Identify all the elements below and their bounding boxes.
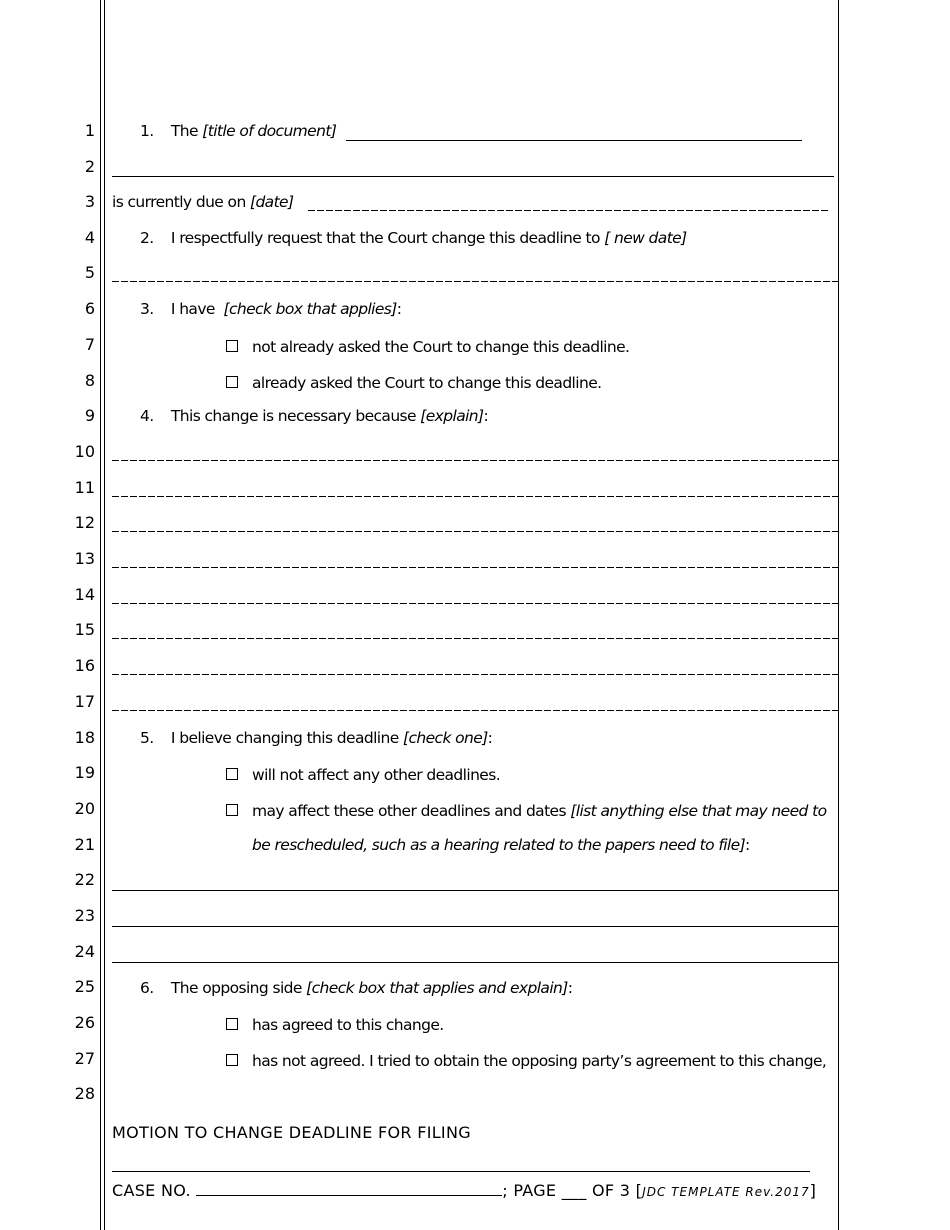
due-label: is currently due on bbox=[112, 193, 246, 211]
line-number: 16 bbox=[74, 656, 95, 675]
item-1-continued bbox=[112, 192, 293, 212]
item-6-suffix: : bbox=[567, 979, 573, 997]
item-1-number: 1. bbox=[140, 122, 154, 140]
case-number-field[interactable] bbox=[196, 1180, 502, 1196]
checkbox-has-not-agreed[interactable] bbox=[226, 1054, 238, 1066]
item-3-text: I have bbox=[170, 300, 215, 318]
item-4 bbox=[140, 406, 488, 426]
item-6-text: The opposing side bbox=[170, 979, 302, 997]
line-number: 27 bbox=[74, 1049, 95, 1068]
line-number: 19 bbox=[74, 763, 95, 782]
item-2-number: 2. bbox=[140, 229, 154, 247]
item-4-text: This change is necessary because bbox=[170, 407, 416, 425]
line-number: 12 bbox=[74, 513, 95, 532]
line-number: 13 bbox=[74, 549, 95, 568]
item-5-text: I believe changing this deadline bbox=[170, 729, 399, 747]
item-6-number: 6. bbox=[140, 979, 154, 997]
template-version: JDC TEMPLATE Rev.2017 bbox=[642, 1185, 810, 1199]
footer-case-line bbox=[112, 1180, 816, 1202]
deadlines-list-line[interactable] bbox=[112, 962, 838, 963]
item-5-number: 5. bbox=[140, 729, 154, 747]
item-4-suffix: : bbox=[483, 407, 489, 425]
deadlines-list-line[interactable] bbox=[112, 926, 838, 927]
line-number: 21 bbox=[74, 835, 95, 854]
item-4-number: 4. bbox=[140, 407, 154, 425]
line-number: 8 bbox=[84, 371, 95, 390]
option-may-affect-text: may affect these other deadlines and dates bbox=[252, 802, 566, 820]
line-number: 20 bbox=[74, 799, 95, 818]
option-not-already-asked: not already asked the Court to change this deadline. bbox=[252, 338, 630, 356]
line-number: 10 bbox=[74, 442, 95, 461]
line-number: 1 bbox=[84, 121, 95, 140]
item-6-hint: [check box that applies and explain] bbox=[306, 979, 568, 997]
due-date-field[interactable] bbox=[308, 210, 828, 211]
explain-line[interactable] bbox=[112, 674, 838, 675]
item-2-hint: [ new date] bbox=[604, 229, 687, 247]
item-2 bbox=[140, 228, 687, 248]
due-hint: [date] bbox=[250, 193, 294, 211]
item-3-hint: [check box that applies] bbox=[223, 300, 397, 318]
item-2-text: I respectfully request that the Court change this deadline to bbox=[170, 229, 600, 247]
explain-line[interactable] bbox=[112, 603, 838, 604]
line-number: 23 bbox=[74, 906, 95, 925]
line-number: 6 bbox=[84, 299, 95, 318]
option-no-other-deadlines: will not affect any other deadlines. bbox=[252, 766, 501, 784]
item-5-suffix: : bbox=[487, 729, 493, 747]
item-3 bbox=[140, 299, 401, 319]
line-number: 11 bbox=[74, 478, 95, 497]
line-number: 25 bbox=[74, 977, 95, 996]
explain-line[interactable] bbox=[112, 567, 838, 568]
option-has-agreed: has agreed to this change. bbox=[252, 1016, 444, 1034]
line-number: 26 bbox=[74, 1013, 95, 1032]
line-number: 28 bbox=[74, 1084, 95, 1103]
case-number-label: CASE NO. bbox=[112, 1181, 191, 1200]
new-date-field[interactable] bbox=[112, 281, 838, 282]
item-5 bbox=[140, 728, 492, 748]
deadlines-list-line[interactable] bbox=[112, 890, 838, 891]
item-1-hint: [title of document] bbox=[202, 122, 337, 140]
item-6 bbox=[140, 978, 572, 998]
line-number: 4 bbox=[84, 228, 95, 247]
option-may-affect-hint: [list anything else that may need to bbox=[570, 802, 827, 820]
line-number: 7 bbox=[84, 335, 95, 354]
option-already-asked: already asked the Court to change this deadline. bbox=[252, 374, 602, 392]
checkbox-has-agreed[interactable] bbox=[226, 1018, 238, 1030]
footer-rule bbox=[112, 1171, 810, 1172]
option-may-affect-continued bbox=[252, 835, 750, 855]
footer-title: MOTION TO CHANGE DEADLINE FOR FILING bbox=[112, 1123, 471, 1142]
option-may-affect-suffix: : bbox=[745, 836, 750, 854]
line-number: 5 bbox=[84, 263, 95, 282]
item-4-hint: [explain] bbox=[420, 407, 484, 425]
checkbox-no-other-deadlines[interactable] bbox=[226, 768, 238, 780]
item-5-hint: [check one] bbox=[403, 729, 488, 747]
line-number: 18 bbox=[74, 728, 95, 747]
template-close: ] bbox=[809, 1181, 817, 1200]
left-margin-rule-outer bbox=[100, 0, 101, 1230]
checkbox-already-asked[interactable] bbox=[226, 376, 238, 388]
page-of-text: ; PAGE ___ OF 3 [ bbox=[502, 1181, 643, 1200]
explain-line[interactable] bbox=[112, 710, 838, 711]
explain-line[interactable] bbox=[112, 638, 838, 639]
item-3-number: 3. bbox=[140, 300, 154, 318]
item-1 bbox=[140, 121, 336, 141]
line-number: 9 bbox=[84, 406, 95, 425]
line-number: 24 bbox=[74, 942, 95, 961]
left-margin-rule-inner bbox=[104, 0, 105, 1230]
line-number: 22 bbox=[74, 870, 95, 889]
item-1-lead: The bbox=[170, 122, 198, 140]
line-number: 14 bbox=[74, 585, 95, 604]
explain-line[interactable] bbox=[112, 496, 838, 497]
document-title-field-continued[interactable] bbox=[112, 176, 834, 177]
option-has-not-agreed: has not agreed. I tried to obtain the opposing party’s agreement to this change, bbox=[252, 1052, 827, 1070]
explain-line[interactable] bbox=[112, 460, 838, 461]
line-number: 15 bbox=[74, 620, 95, 639]
right-margin-rule bbox=[838, 0, 839, 1230]
line-number: 2 bbox=[84, 157, 95, 176]
item-3-suffix: : bbox=[396, 300, 402, 318]
checkbox-may-affect-deadlines[interactable] bbox=[226, 804, 238, 816]
checkbox-not-already-asked[interactable] bbox=[226, 340, 238, 352]
document-title-field[interactable] bbox=[346, 140, 802, 141]
line-number: 3 bbox=[84, 192, 95, 211]
explain-line[interactable] bbox=[112, 531, 838, 532]
option-may-affect-deadlines bbox=[252, 801, 826, 821]
line-number: 17 bbox=[74, 692, 95, 711]
option-may-affect-hint-2: be rescheduled, such as a hearing related to the papers need to file] bbox=[252, 836, 746, 854]
